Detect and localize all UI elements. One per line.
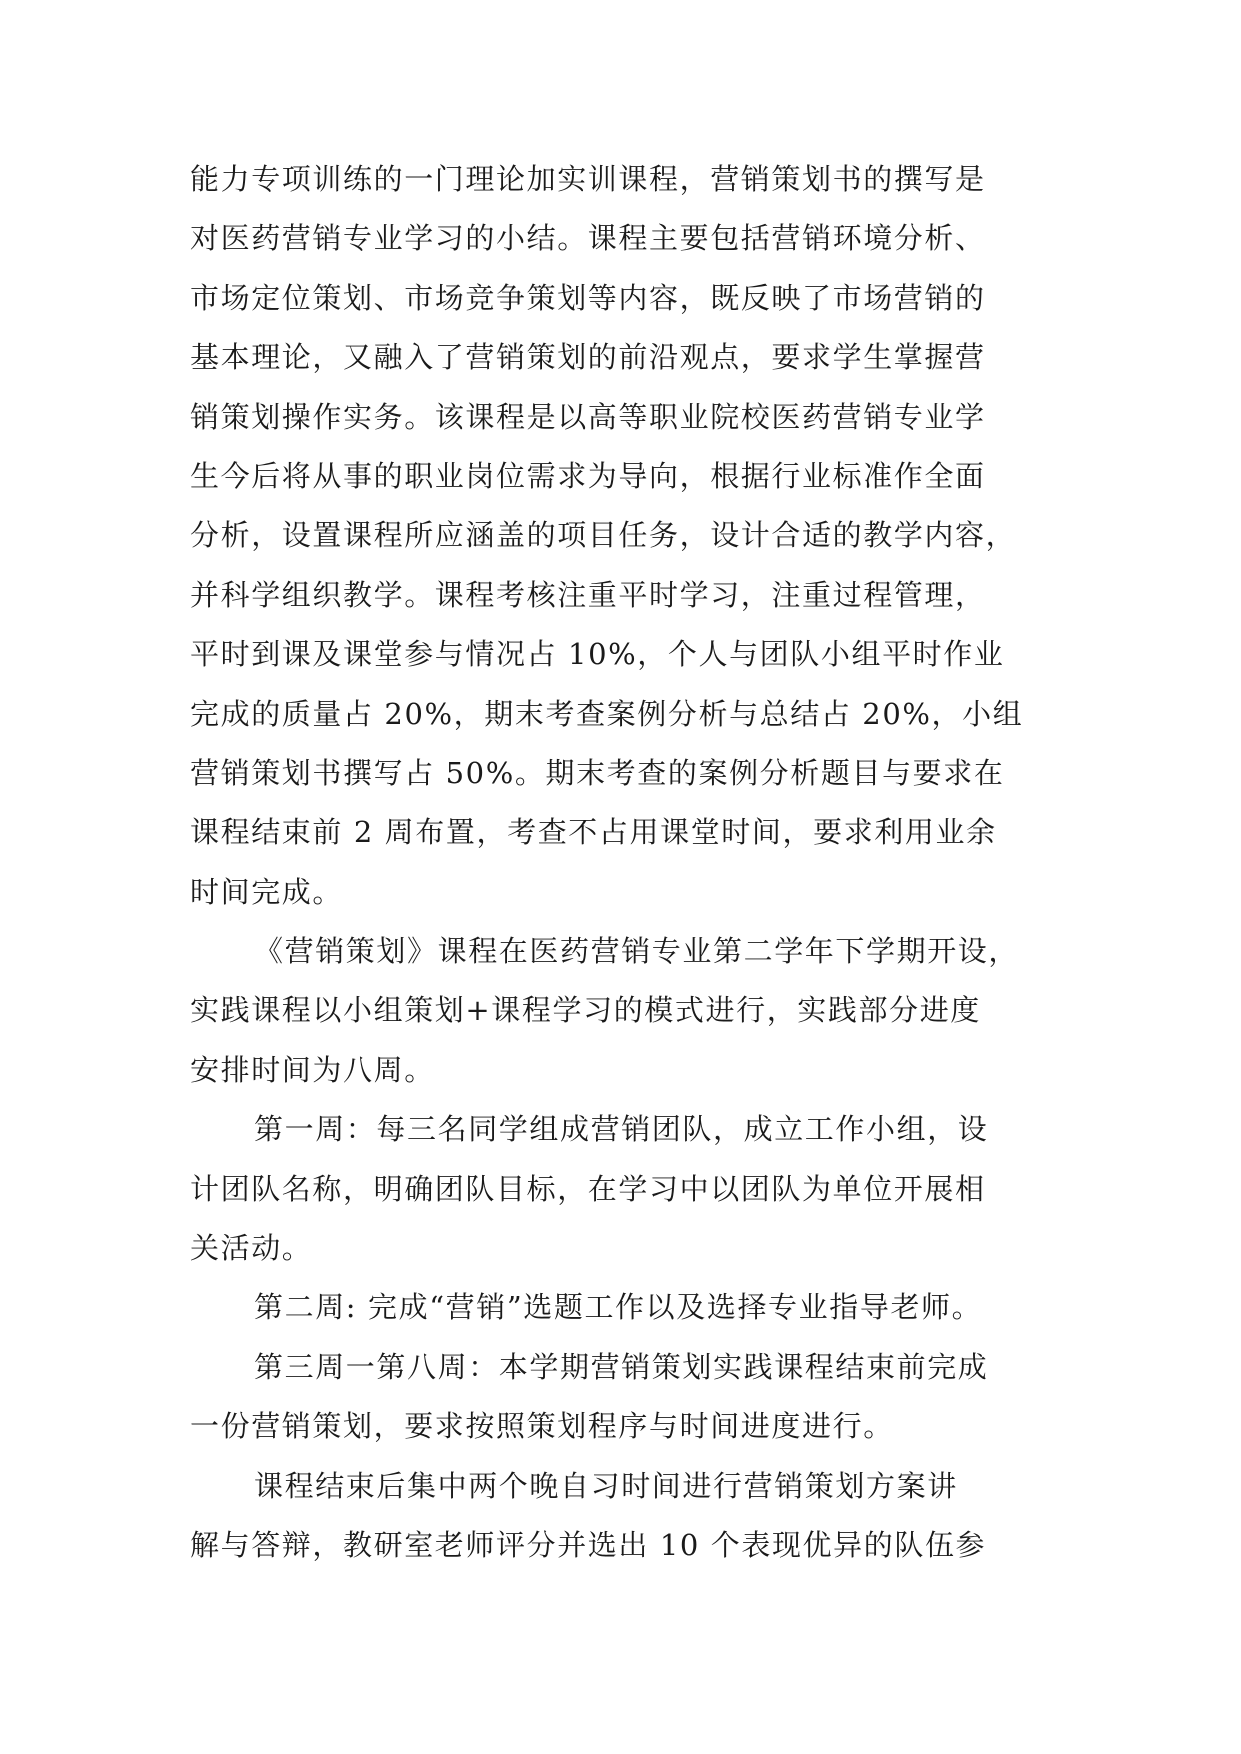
text-line: 时间完成。: [190, 874, 344, 909]
text-line: 一份营销策划，要求按照策划程序与时间进度进行。: [190, 1409, 894, 1444]
text-line: 实践课程以小组策划+课程学习的模式进行，实践部分进度: [190, 993, 981, 1028]
text-line: 生今后将从事的职业岗位需求为导向，根据行业标准作全面: [190, 458, 986, 493]
text-line: 营销策划书撰写占 50%。期末考查的案例分析题目与要求在: [190, 755, 1005, 790]
text-line: 销策划操作实务。该课程是以高等职业院校医药营销专业学: [190, 399, 986, 434]
text-line: 对医药营销专业学习的小结。课程主要包括营销环境分析、: [190, 221, 986, 256]
paragraph-week-two: [190, 1278, 1050, 1337]
text-line: 计团队名称，明确团队目标，在学习中以团队为单位开展相: [190, 1171, 986, 1206]
text-line: 第三周一第八周：本学期营销策划实践课程结束前完成: [254, 1349, 989, 1384]
paragraph-week-one: [190, 1100, 1050, 1278]
text-line: 关活动。: [190, 1231, 313, 1266]
text-line: 第一周：每三名同学组成营销团队，成立工作小组，设: [254, 1112, 989, 1147]
document-body: [190, 150, 1050, 1575]
text-line: 《营销策划》课程在医药营销专业第二学年下学期开设，: [254, 934, 1020, 969]
text-line: 课程结束前 2 周布置，考查不占用课堂时间，要求利用业余: [190, 815, 997, 850]
text-line: 课程结束后集中两个晚自习时间进行营销策划方案讲: [254, 1468, 958, 1503]
paragraph-defense: [190, 1457, 1050, 1576]
text-line: 第二周: 完成“营销”选题工作以及选择专业指导老师。: [254, 1290, 983, 1325]
text-line: 分析，设置课程所应涵盖的项目任务，设计合适的教学内容，: [190, 518, 1017, 553]
text-line: 市场定位策划、市场竞争策划等内容，既反映了市场营销的: [190, 280, 986, 315]
text-line: 能力专项训练的一门理论加实训课程，营销策划书的撰写是: [190, 162, 986, 196]
paragraph-course-overview: [190, 150, 1050, 922]
text-line: 并科学组织教学。课程考核注重平时学习，注重过程管理，: [190, 577, 986, 612]
text-line: 解与答辩，教研室老师评分并选出 10 个表现优异的队伍参: [190, 1527, 987, 1562]
paragraph-course-schedule: [190, 922, 1050, 1100]
text-line: 完成的质量占 20%，期末考查案例分析与总结占 20%，小组: [190, 696, 1024, 731]
text-line: 安排时间为八周。: [190, 1052, 435, 1087]
text-line: 平时到课及课堂参与情况占 10%，个人与团队小组平时作业: [190, 637, 1005, 672]
text-line: 基本理论，又融入了营销策划的前沿观点，要求学生掌握营: [190, 340, 986, 375]
paragraph-weeks-three-to-eight: [190, 1338, 1050, 1457]
